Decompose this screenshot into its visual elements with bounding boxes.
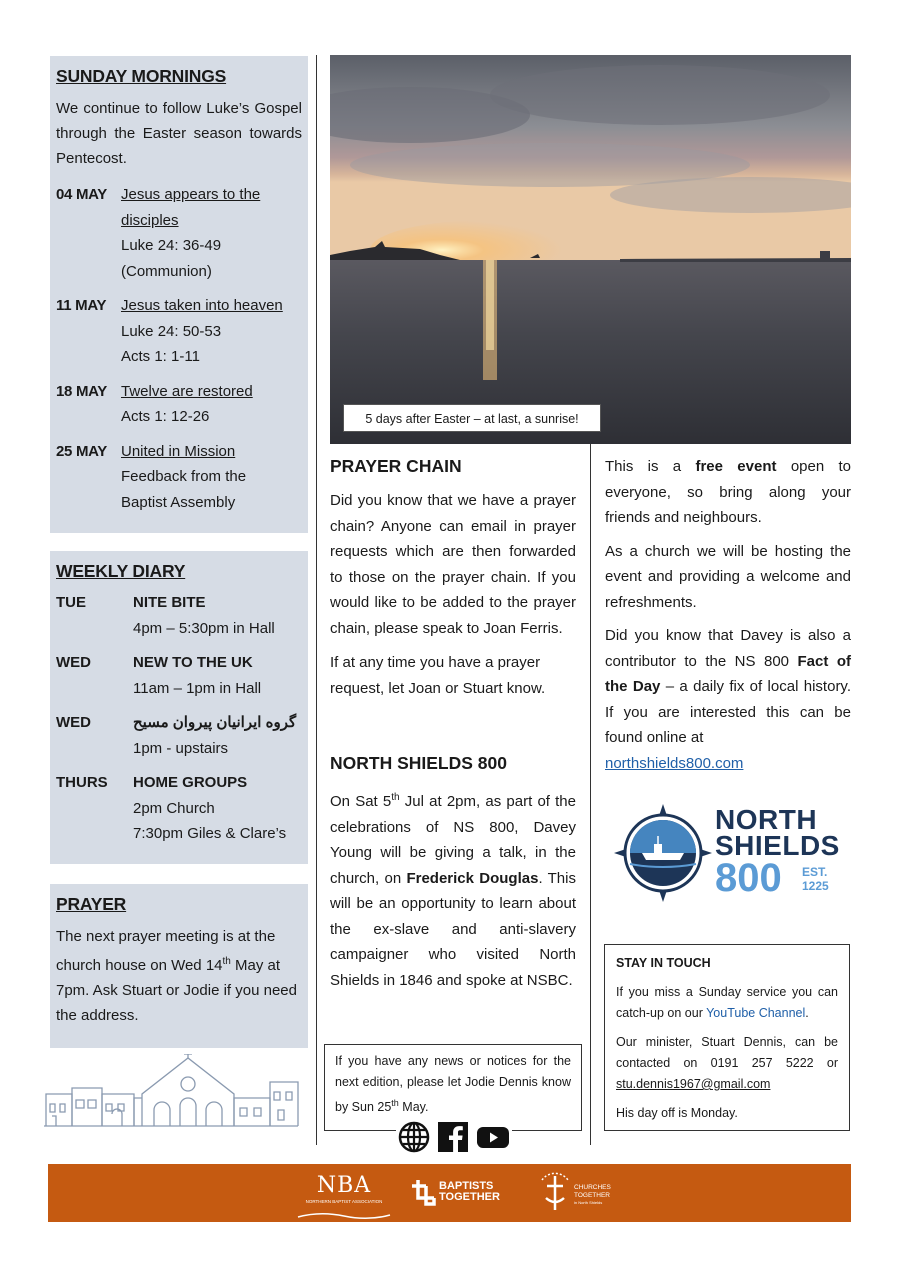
diary-row — [56, 590, 302, 641]
service-line: Baptist Assembly — [121, 493, 236, 511]
service-line: Feedback from the — [121, 468, 247, 485]
youtube-icon[interactable] — [476, 1121, 510, 1153]
event-text: This is a free event open to everyone, so bring along your friends and neighbours. — [605, 458, 852, 526]
facebook-icon[interactable] — [437, 1121, 469, 1153]
prayer-heading: PRAYER — [56, 894, 127, 914]
news-notice-box: If you have any news or notices for the next edition, please let Jodie Dennis know by Sun 25th May. — [324, 1044, 582, 1131]
service-date: 11 MAY — [56, 297, 107, 314]
sunday-mornings-heading: SUNDAY MORNINGS — [56, 66, 227, 86]
sunday-intro: We continue to follow Luke’s Gospel through the Easter season towards Pentecost. — [56, 100, 302, 167]
event-text: As a church we will be hosting the event and providing a welcome and refreshments. — [605, 542, 851, 611]
diary-row — [56, 650, 302, 701]
prayer-chain-heading: PRAYER CHAIN — [330, 456, 462, 476]
touch-text: Our minister, Stuart Dennis, can be contacted on 0191 257 5222 or stu.dennis1967@gmail.com — [616, 1035, 838, 1091]
diary-line: 1pm - upstairs — [133, 739, 229, 757]
social-icons — [396, 1121, 512, 1153]
service-title: Jesus appears to the disciples — [121, 186, 261, 229]
service-row — [56, 293, 302, 370]
churches-together-logo: CHURCHES TOGETHER in North Shields — [538, 1172, 628, 1214]
service-line: (Communion) — [121, 262, 212, 280]
prayer-chain-section — [330, 456, 576, 701]
diary-day: THURS — [56, 774, 108, 791]
weekly-diary-heading: WEEKLY DIARY — [56, 561, 186, 581]
email-link[interactable]: stu.dennis1967@gmail.com — [616, 1077, 771, 1091]
diary-title: HOME GROUPS — [133, 774, 248, 791]
service-line: Acts 1: 1-11 — [121, 348, 200, 365]
event-text: Did you know that Davey is also a contributor to the NS 800 Fact of the Day – a daily fix of local history. If you are interested this can be found online at — [605, 627, 851, 746]
prayer-box — [50, 884, 308, 1048]
service-title: Twelve are restored — [121, 382, 253, 400]
service-row — [56, 439, 302, 516]
service-date: 18 MAY — [56, 382, 108, 400]
service-date: 04 MAY — [56, 186, 108, 203]
diary-line: 11am – 1pm in Hall — [133, 679, 262, 697]
prayer-text: The next prayer meeting is at the church house on Wed 14th May at 7pm. Ask Stuart or Jodie if you need the address. — [56, 928, 297, 1024]
event-details — [605, 454, 851, 776]
north-shields-800-logo — [614, 804, 844, 904]
column-divider — [590, 444, 591, 1145]
service-line: Luke 24: 36-49 — [121, 237, 222, 254]
footer-banner — [48, 1164, 851, 1222]
baptists-together-logo: BAPTISTS TOGETHER — [408, 1178, 508, 1208]
diary-line: 4pm – 5:30pm in Hall — [133, 619, 275, 637]
column-divider — [316, 55, 317, 1145]
touch-text: If you miss a Sunday service you can catch-up on our YouTube Channel. — [616, 985, 838, 1020]
touch-text: His day off is Monday. — [616, 1106, 738, 1120]
stay-in-touch-heading: STAY IN TOUCH — [616, 956, 711, 970]
weekly-diary-box — [50, 551, 308, 864]
diary-day: WED — [56, 714, 91, 731]
diary-row — [56, 770, 302, 847]
service-date: 25 MAY — [56, 442, 108, 460]
service-title: United in Mission — [121, 442, 236, 460]
compass-emblem — [614, 804, 712, 902]
prayer-chain-text: If at any time you have a prayer request, let Joan or Stuart know. — [330, 654, 546, 697]
globe-icon[interactable] — [398, 1121, 430, 1153]
diary-line: 2pm Church — [133, 799, 215, 817]
prayer-chain-text: Did you know that we have a prayer chain? Anyone can email in prayer requests which are then forwarded to those on the prayer chain. If you would like to be added to the prayer chain, please speak to Joan Ferris. — [330, 492, 576, 637]
logo-text-north: NORTH — [715, 804, 818, 835]
sunrise-photo — [330, 55, 851, 444]
cross-icon — [408, 1178, 436, 1206]
sunday-mornings-box — [50, 56, 308, 533]
logo-text-est: EST. — [802, 865, 828, 879]
logo-text-shields: SHIELDS — [715, 830, 840, 861]
logo-text-year: 1225 — [802, 879, 829, 893]
church-sketch-image — [42, 1054, 302, 1130]
diary-line: 7:30pm Giles & Clare’s — [133, 825, 287, 842]
ns800-heading: NORTH SHIELDS 800 — [330, 753, 507, 773]
diary-title: NITE BITE — [133, 594, 206, 611]
service-line: Luke 24: 50-53 — [121, 322, 222, 340]
service-line: Acts 1: 12-26 — [121, 408, 210, 425]
ns800-text: On Sat 5th Jul at 2pm, as part of the celebrations of NS 800, Davey Young will be giving a talk, in the church, on Frederick Douglas. This will be an opportunity to learn about the ex-slave and anti-slavery campaigner who visited North Shields in 1846 and spoke at NSBC. — [330, 792, 576, 989]
ns800-link[interactable]: northshields800.com — [605, 754, 744, 772]
diary-title: NEW TO THE UK — [133, 654, 253, 671]
youtube-channel-link[interactable]: YouTube Channel — [706, 1006, 806, 1020]
service-title: Jesus taken into heaven — [121, 297, 283, 314]
diary-day: TUE — [56, 594, 86, 611]
nba-wave-icon — [296, 1211, 392, 1221]
logo-text-800: 800 — [715, 856, 782, 900]
stay-in-touch-box — [604, 944, 850, 1131]
photo-caption: 5 days after Easter – at last, a sunrise! — [343, 404, 601, 432]
service-row — [56, 379, 302, 430]
churches-together-emblem-icon — [538, 1172, 572, 1214]
diary-day: WED — [56, 654, 91, 671]
diary-row — [56, 710, 302, 761]
north-shields-800-section — [330, 753, 576, 993]
nba-logo: NBA NORTHERN BAPTIST ASSOCIATION — [296, 1174, 392, 1225]
diary-title-farsi: گروه ایرانیان پیروان مسیح — [133, 714, 297, 731]
service-row — [56, 182, 302, 284]
